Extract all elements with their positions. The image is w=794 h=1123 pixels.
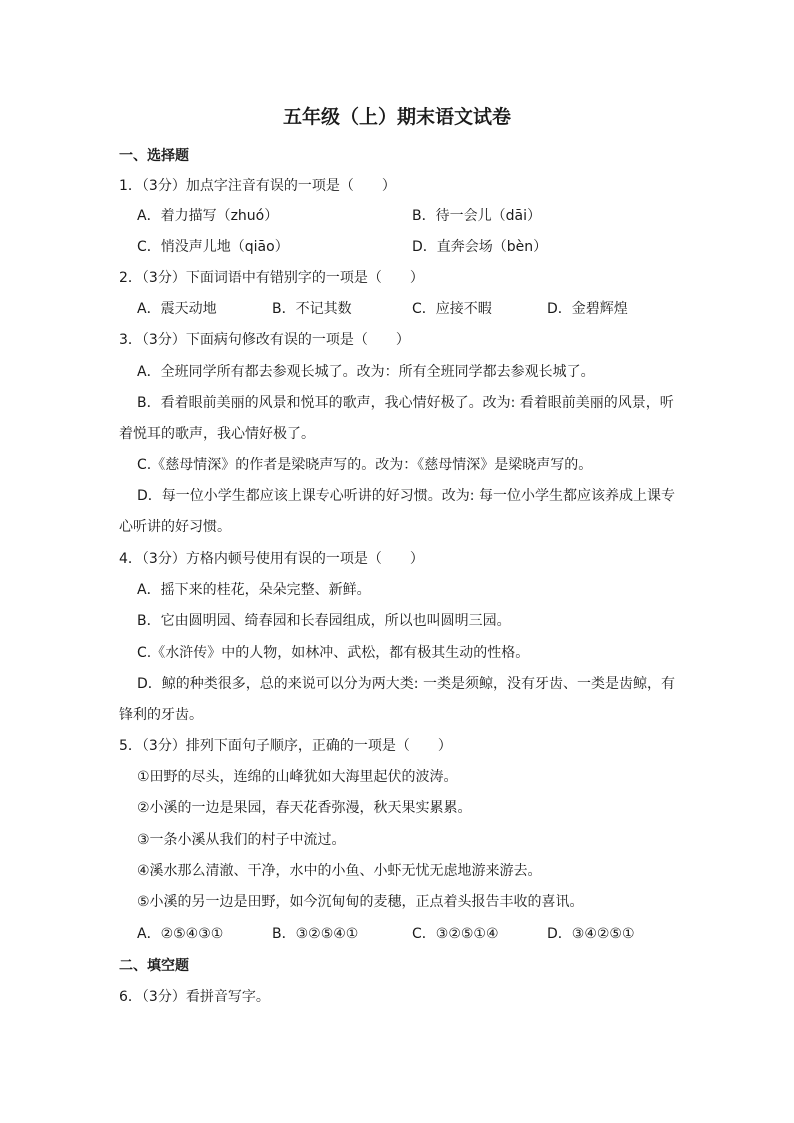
question-3-option-d-line2: 心听讲的好习惯。 <box>119 519 231 535</box>
question-1-option-b: B．待一会儿（dāi） <box>412 208 541 224</box>
question-4-option-d-line2: 锋利的牙齿。 <box>119 707 203 723</box>
question-3-option-c: C.《慈母情深》的作者是梁晓声写的。改为：《慈母情深》是梁晓声写的。 <box>137 457 593 473</box>
exam-title: 五年级（上）期末语文试卷 <box>282 106 511 128</box>
question-2-option-b: B．不记其数 <box>272 301 352 317</box>
question-5-sentence-5: ⑤小溪的另一边是田野，如今沉甸甸的麦穗，正点着头报告丰收的喜讯。 <box>137 894 584 910</box>
question-5-option-c: C．③②⑤①④ <box>412 926 499 942</box>
question-6-stem: 6．（3分）看拼音写字。 <box>119 989 270 1005</box>
question-2-option-d: D．金碧辉煌 <box>547 301 628 317</box>
question-4-stem: 4．（3分）方格内顿号使用有误的一项是（ ） <box>119 551 424 567</box>
question-5-sentence-1: ①田野的尽头，连绵的山峰犹如大海里起伏的波涛。 <box>137 769 458 785</box>
question-3-option-b-line1: B．看着眼前美丽的风景和悦耳的歌声，我心情好极了。改为: 看着眼前美丽的风景，听 <box>137 395 674 411</box>
question-3-option-d-line1: D．每一位小学生都应该上课专心听讲的好习惯。改为: 每一位小学生都应该养成上课专 <box>137 488 675 504</box>
question-2-option-c: C．应接不暇 <box>412 301 492 317</box>
question-3-option-a: A．全班同学所有都去参观长城了。改为：所有全班同学都去参观长城了。 <box>137 364 595 380</box>
question-4-option-d-line1: D．鲸的种类很多，总的来说可以分为两大类: 一类是须鲸，没有牙齿、一类是齿鲸，有 <box>137 676 675 692</box>
question-1-stem: 1．（3分）加点字注音有误的一项是（ ） <box>119 178 396 194</box>
question-4-option-a: A．摇下来的桂花，朵朵完整、新鲜。 <box>137 582 371 598</box>
section-heading-choice: 一、选择题 <box>119 148 189 164</box>
question-1-option-a: A．着力描写（zhuó） <box>137 208 279 224</box>
question-5-sentence-2: ②小溪的一边是果园，春天花香弥漫，秋天果实累累。 <box>137 800 472 816</box>
question-5-option-a: A．②⑤④③① <box>137 926 224 942</box>
question-4-option-b: B．它由圆明园、绮春园和长春园组成，所以也叫圆明三园。 <box>137 613 511 629</box>
question-5-stem: 5．（3分）排列下面句子顺序，正确的一项是（ ） <box>119 738 452 754</box>
section-heading-fill: 二、填空题 <box>119 958 189 974</box>
question-3-stem: 3．（3分）下面病句修改有误的一项是（ ） <box>119 332 410 348</box>
question-2-option-a: A．震天动地 <box>137 301 217 317</box>
question-5-sentence-3: ③一条小溪从我们的村子中流过。 <box>137 832 346 848</box>
question-3-option-b-line2: 着悦耳的歌声，我心情好极了。 <box>119 426 315 442</box>
question-5-option-b: B．③②⑤④① <box>272 926 359 942</box>
question-1-option-c: C．悄没声儿地（qiāo） <box>137 239 289 255</box>
question-1-option-d: D．直奔会场（bèn） <box>412 239 548 255</box>
question-5-option-d: D．③④②⑤① <box>547 926 635 942</box>
question-2-stem: 2．（3分）下面词语中有错别字的一项是（ ） <box>119 270 424 286</box>
question-4-option-c: C.《水浒传》中的人物，如林冲、武松，都有极其生动的性格。 <box>137 645 530 661</box>
question-5-sentence-4: ④溪水那么清澈、干净，水中的小鱼、小虾无忧无虑地游来游去。 <box>137 863 542 879</box>
